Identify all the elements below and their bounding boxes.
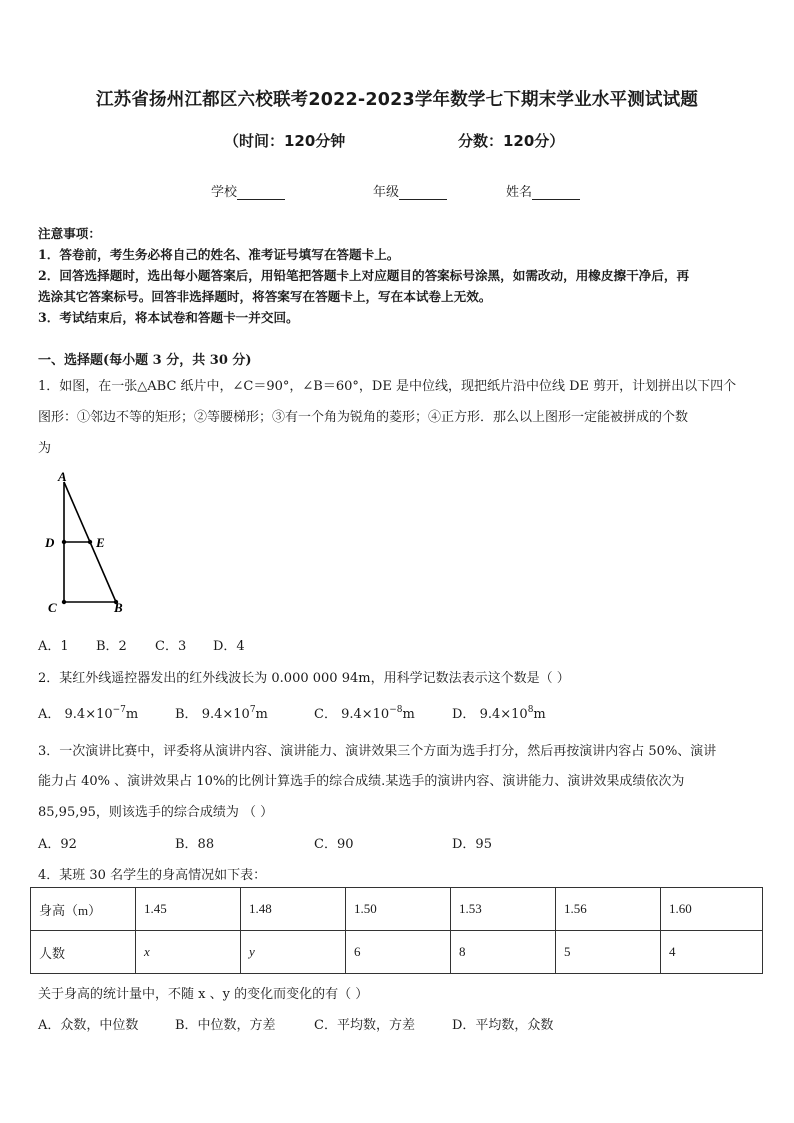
table-cell: 4 (661, 931, 763, 974)
q1-line3: 为 (38, 441, 52, 456)
table-cell: 1.60 (661, 888, 763, 931)
q2-b-exp: 7 (249, 705, 256, 715)
table-cell: 8 (451, 931, 556, 974)
table-cell: 5 (556, 931, 661, 974)
label-e: E (96, 535, 105, 550)
table-cell: 1.56 (556, 888, 661, 931)
table-row (31, 888, 763, 931)
q4-option-b[interactable]: B．中位数，方差 (175, 1018, 276, 1033)
q3-line1: 3．一次演讲比赛中，评委将从演讲内容、演讲能力、演讲效果三个方面为选手打分，然后再按演讲内容占 50%、演讲 (38, 744, 717, 759)
q1-line2: 图形：①邻边不等的矩形；②等腰梯形；③有一个角为锐角的菱形；④正方形．那么以上图形一定能被拼成的个数 (38, 410, 689, 425)
q4-text: 4．某班 30 名学生的身高情况如下表： (38, 868, 267, 883)
note-3: 3．考试结束后，将本试卷和答题卡一并交回。 (38, 310, 299, 325)
q3-option-a[interactable]: A．92 (38, 837, 77, 852)
q3-option-d[interactable]: D．95 (452, 837, 492, 852)
q4-option-c[interactable]: C．平均数，方差 (314, 1018, 415, 1033)
table-cell: y (241, 931, 346, 974)
q2-d-exp: 8 (527, 705, 534, 715)
name-label: 姓名 (506, 185, 533, 200)
grade-field[interactable] (373, 181, 447, 200)
q2-b-prefix: B． (175, 707, 198, 722)
note-1: 1．答卷前，考生务必将自己的姓名、准考证号填写在答题卡上。 (38, 247, 400, 262)
name-field[interactable] (506, 181, 580, 200)
grade-label: 年级 (373, 185, 400, 200)
q3-line2: 能力占 40% 、演讲效果占 10%的比例计算选手的综合成绩.某选手的演讲内容、演讲能力、演讲效果成绩依次为 (38, 774, 685, 789)
q1-option-b[interactable]: B．2 (96, 639, 127, 654)
q4-option-d[interactable]: D．平均数，众数 (452, 1018, 554, 1033)
q2-b-base: 9.4×10 (201, 707, 250, 722)
table-cell: 1.50 (346, 888, 451, 931)
section-1-heading: 一、选择题(每小题 3 分，共 30 分) (38, 353, 252, 368)
note-2a: 2．回答选择题时，选出每小题答案后，用铅笔把答题卡上对应题目的答案标号涂黑，如需改动，用橡皮擦干净后，再 (38, 268, 690, 283)
q3-line3: 85,95,95，则该选手的综合成绩为 （ ） (38, 805, 274, 820)
label-d: D (45, 535, 55, 550)
q2-d-base: 9.4×10 (479, 707, 528, 722)
label-c: C (48, 600, 57, 615)
table-row (31, 931, 763, 974)
table-cell: 人数 (31, 931, 136, 974)
label-a: A (58, 469, 67, 484)
table-cell: 1.48 (241, 888, 346, 931)
q1-option-a[interactable]: A．1 (38, 639, 69, 654)
point-d (62, 540, 66, 544)
point-c (62, 600, 66, 604)
note-2b: 选涂其它答案标号。回答非选择题时，将答案写在答题卡上，写在本试卷上无效。 (38, 289, 492, 304)
exam-title: 江苏省扬州江都区六校联考2022-2023学年数学七下期末学业水平测试试题 (95, 90, 699, 110)
time-label: （时间：120分钟 (224, 132, 346, 150)
q3-option-c[interactable]: C．90 (314, 837, 354, 852)
table-cell: 1.53 (451, 888, 556, 931)
table-cell: 6 (346, 931, 451, 974)
q2-d-prefix: D． (452, 707, 476, 722)
q2-c-unit: m (402, 707, 415, 722)
point-e (88, 540, 92, 544)
q2-c-base: 9.4×10 (341, 707, 390, 722)
q1-line1: 1．如图，在一张△ABC 纸片中，∠C＝90°，∠B＝60°，DE 是中位线，现把纸片沿中位线 DE 剪开，计划拼出以下四个 (38, 379, 737, 394)
school-field[interactable] (211, 181, 285, 200)
q1-option-c[interactable]: C．3 (155, 639, 187, 654)
q3-option-b[interactable]: B．88 (175, 837, 215, 852)
q2-c-prefix: C． (314, 707, 337, 722)
q2-text: 2．某红外线遥控器发出的红外线波长为 0.000 000 94m，用科学记数法表示这个数是（ ） (38, 671, 570, 686)
height-table (30, 887, 763, 974)
q1-option-d[interactable]: D．4 (213, 639, 245, 654)
label-b: B (114, 600, 123, 615)
q4-question: 关于身高的统计量中，不随 x 、y 的变化而变化的有（ ） (38, 987, 369, 1002)
table-cell: x (136, 931, 241, 974)
school-label: 学校 (211, 185, 238, 200)
q2-a-base: 9.4×10 (64, 707, 113, 722)
q2-option-d[interactable] (452, 703, 546, 722)
table-cell: 1.45 (136, 888, 241, 931)
q2-d-unit: m (533, 707, 546, 722)
q2-option-b[interactable] (175, 703, 268, 722)
q4-option-a[interactable]: A．众数，中位数 (38, 1018, 139, 1033)
score-label: 分数：120分） (458, 132, 565, 150)
q2-b-unit: m (255, 707, 268, 722)
q2-a-unit: m (125, 707, 139, 722)
q2-a-exp: −7 (112, 705, 126, 715)
q2-a-prefix: A． (38, 707, 61, 722)
triangle-figure (40, 468, 140, 618)
q2-c-exp: −8 (389, 705, 403, 715)
table-cell: 身高（m） (31, 888, 136, 931)
q2-option-a[interactable] (38, 703, 138, 722)
q2-option-c[interactable] (314, 703, 415, 722)
notes-heading: 注意事项： (38, 226, 101, 241)
